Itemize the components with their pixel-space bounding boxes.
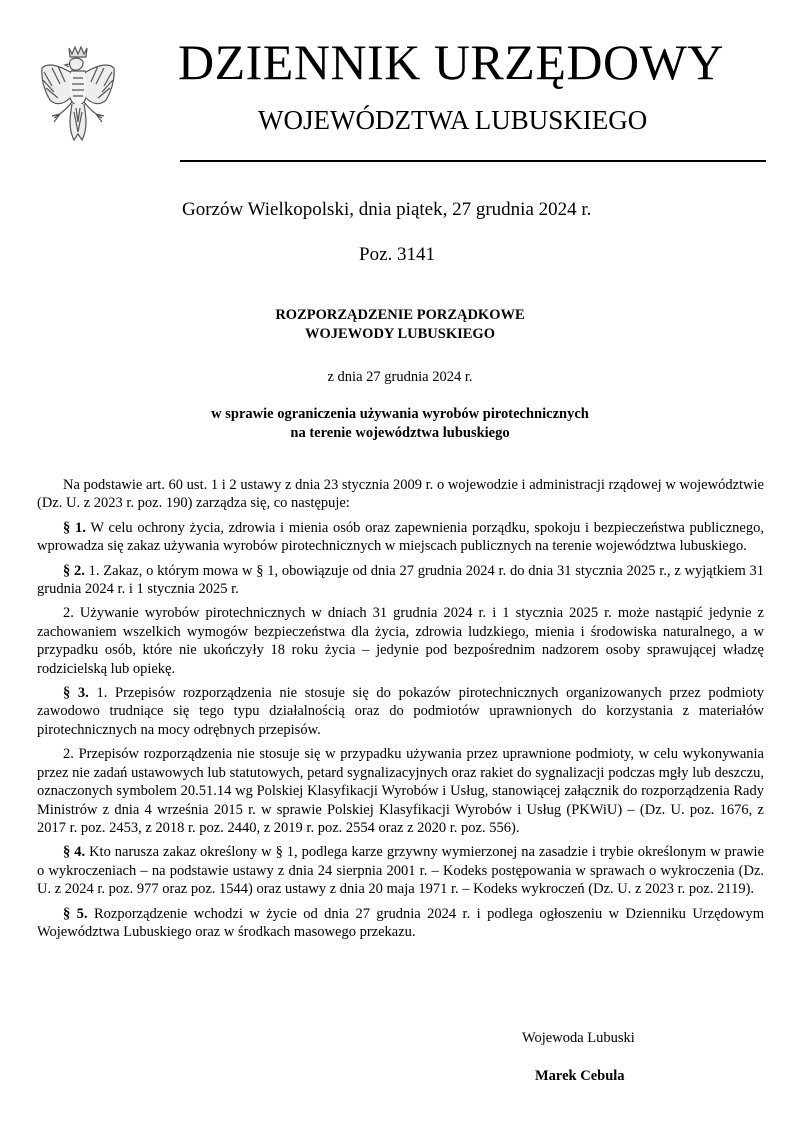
section-3-paragraph-2: 2. Przepisów rozporządzenia nie stosuje się w przypadku używania przez uprawnione podmioty, w celu wykonywania przez nie zadań ustawowych lub statutowych, petard sygnalizacyjnych oraz rakiet do sygnalizacji podczas mgły lub deszczu, oznaczonych symbolem 20.51.14 wg Polskiej Klasyfikacji Wyrobów i Usług, stanowiącej załącznik do rozporządzenia Rady Ministrów z dnia 4 września 2015 r. w sprawie Polskiej Klasyfikacji Wyrobów i Usług (PKWiU) – (Dz. U. poz. 1676, z 2017 r. poz. 2453, z 2018 r. poz. 2440, z 2019 r. poz. 2554 oraz z 2020 r. poz. 556). xyxy=(37,746,764,836)
document-title-line1: ROZPORZĄDZENIE PORZĄDKOWE xyxy=(275,307,525,323)
section-4-mark: § 4. xyxy=(63,844,86,861)
gazette-title: DZIENNIK URZĘDOWY xyxy=(178,34,724,90)
section-2-mark: § 2. xyxy=(63,562,85,579)
section-3-paragraph-1 xyxy=(37,684,764,739)
section-2-text-1: 1. Zakaz, o którym mowa w § 1, obowiązuje od dnia 27 grudnia 2024 r. do dnia 31 stycznia 2025 r., z wyjątkiem 31 grudnia 2024 r. i 1 stycznia 2025 r. xyxy=(37,562,764,598)
section-2-paragraph-1 xyxy=(37,562,764,599)
section-5-text: Rozporządzenie wchodzi w życie od dnia 27 grudnia 2024 r. i podlega ogłoszeniu w Dzienniku Urzędowym Województwa Lubuskiego oraz w środkach masowego przekazu. xyxy=(37,905,765,940)
document-subject-line1: w sprawie ograniczenia używania wyrobów pirotechnicznych xyxy=(211,406,589,422)
section-1-text: W celu ochrony życia, zdrowia i mienia osób oraz zapewnienia porządku, spokoju i bezpieczeństwa publicznego, wprowadza się zakaz używania wyrobów pirotechnicznych w miejscach publicznych na terenie województwa lubuskiego. xyxy=(37,519,764,555)
position-number: Poz. 3141 xyxy=(359,244,435,265)
section-4-text: Kto narusza zakaz określony w § 1, podlega karze grzywny wymierzonej na zasadzie i trybie określonym w prawie o wykroczeniach – na podstawie ustawy z dnia 24 sierpnia 2001 r. – Kodeks postępowania w sprawach o wykroczenia (Dz. U. z 2024 r. poz. 977 oraz poz. 1544) oraz ustawy z dnia 20 maja 1971 r. – Kodeks wykroczeń (Dz. U. z 2023 r. poz. 2119). xyxy=(37,844,765,898)
section-5 xyxy=(37,905,764,942)
section-4 xyxy=(37,843,764,898)
legal-basis-paragraph: Na podstawie art. 60 ust. 1 i 2 ustawy z dnia 23 stycznia 2009 r. o wojewodzie i administracji rządowej w województwie (Dz. U. z 2023 r. poz. 190) zarządza się, co następuje: xyxy=(37,477,764,512)
section-3-text-1: 1. Przepisów rozporządzenia nie stosuje się do pokazów pirotechnicznych organizowanych przez podmioty zawodowo trudniące się tego typu działalnością oraz do podmiotów uprawnionych do korzystania z materiałów pirotechnicznych na mocy odrębnych przepisów. xyxy=(37,685,764,738)
document-subject-line2: na terenie województwa lubuskiego xyxy=(290,425,510,441)
section-1-mark: § 1. xyxy=(63,519,86,536)
document-date: z dnia 27 grudnia 2024 r. xyxy=(327,369,473,385)
polish-eagle-emblem-icon xyxy=(38,42,118,148)
document-title-line2: WOJEWODY LUBUSKIEGO xyxy=(304,326,495,342)
document-title xyxy=(100,306,700,344)
section-1 xyxy=(37,519,764,556)
signer-role: Wojewoda Lubuski xyxy=(522,1030,635,1046)
section-5-mark: § 5. xyxy=(63,905,88,922)
section-2-paragraph-2: 2. Używanie wyrobów pirotechnicznych w dniach 31 grudnia 2024 r. i 1 stycznia 2025 r. może nastąpić jedynie z zachowaniem wszelkich wymogów bezpieczeństwa dla życia, zdrowia ludzkiego, mienia i środowiska naturalnego, a w przypadku osób, które nie ukończyły 18 roku życia – jedynie pod bezpośrednim nadzorem osoby sprawującej władzę rodzicielską lub opiekę. xyxy=(37,605,764,677)
document-body xyxy=(37,476,764,947)
section-3-mark: § 3. xyxy=(63,685,89,702)
signer-name: Marek Cebula xyxy=(535,1068,625,1084)
document-subject xyxy=(100,405,700,443)
gazette-subtitle: WOJEWÓDZTWA LUBUSKIEGO xyxy=(258,105,648,135)
publication-place-date: Gorzów Wielkopolski, dnia piątek, 27 grudnia 2024 r. xyxy=(182,199,592,220)
masthead-divider xyxy=(180,160,766,162)
